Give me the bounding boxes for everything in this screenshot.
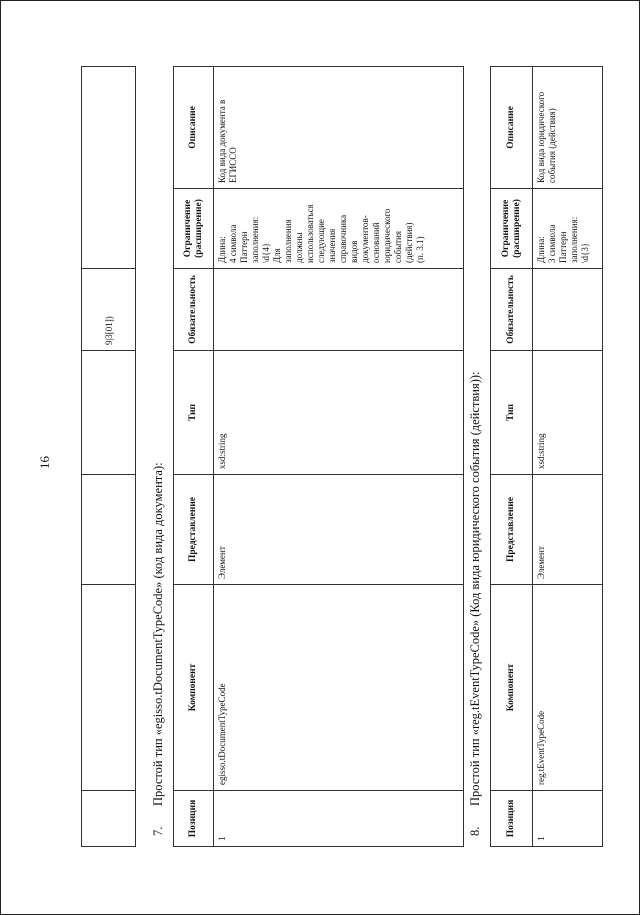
section-number: 8. [468,826,482,836]
header-required: Обязательность [174,269,214,351]
cell-required [214,269,464,351]
header-description: Описание [174,67,214,189]
table-row [214,67,464,847]
cell-required [533,269,603,351]
section-7-table [173,66,464,847]
cell-representation: Элемент [533,475,603,585]
cell-type: xsd:string [214,351,464,475]
rotated-page-content [1,1,640,915]
header-description: Описание [491,67,533,189]
cell-restriction: Длина: 4 символа Паттерн заполнения: \d{4} Для заполнения должны использоваться следующие значения справочника видов документов- оснований юридического события (действия) (п. 3.1) [214,189,464,269]
header-restriction: Ограничение (расширение) [174,189,214,269]
table-cell [82,475,136,585]
table-header-row [174,67,214,847]
section-8-table [490,66,603,847]
cell-description: Код вида документа в ЕГИССО [214,67,464,189]
section-7-title [151,462,166,836]
page-number: 16 [37,456,52,469]
table-cell [82,585,136,791]
header-position: Позиция [491,791,533,847]
section-title-text: Простой тип «egisso.tDocumentTypeCode» (код вида документа): [151,462,165,806]
table-row [82,67,136,847]
header-restriction: Ограничение (расширение) [491,189,533,269]
header-representation: Представление [491,475,533,585]
header-type: Тип [174,351,214,475]
section-number: 7. [151,826,165,836]
cell-representation: Элемент [214,475,464,585]
cell-restriction: Длина: 3 символа Паттерн заполнения: \d{3} [533,189,603,269]
header-representation: Представление [174,475,214,585]
table-row [533,67,603,847]
table-header-row [491,67,533,847]
table-cell [82,351,136,475]
table-cell: 9|3[01]) [82,269,136,351]
header-component: Компонент [174,585,214,791]
top-continuation-table [81,66,136,847]
cell-position: 1 [214,791,464,847]
header-component: Компонент [491,585,533,791]
section-8-title [468,371,483,836]
header-required: Обязательность [491,269,533,351]
header-position: Позиция [174,791,214,847]
table-cell [82,791,136,847]
cell-component: egisso.tDocumentTypeCode [214,585,464,791]
cell-type: xsd:string [533,351,603,475]
table-cell [82,67,136,269]
header-type: Тип [491,351,533,475]
cell-description: Код вида юридического события (действия) [533,67,603,189]
cell-position: 1 [533,791,603,847]
section-title-text: Простой тип «reg.tEventTypeCode» (Код вида юридического события (действия)): [468,371,482,806]
cell-component: reg.tEventTypeCode [533,585,603,791]
